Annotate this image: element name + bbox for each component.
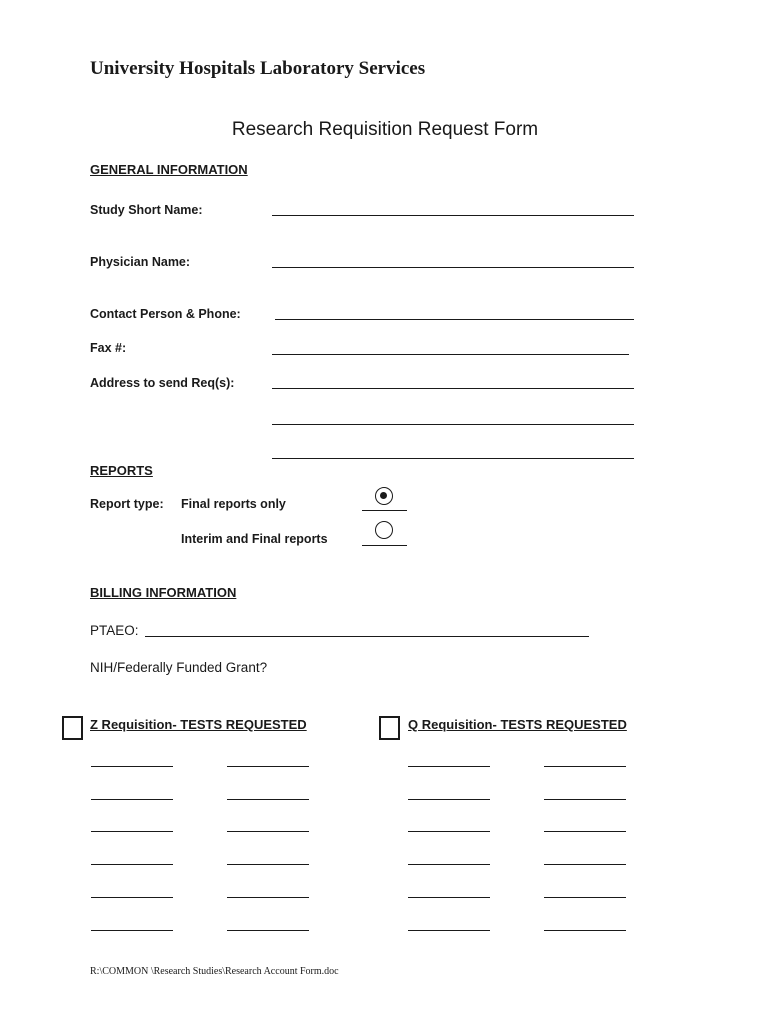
q-test-field[interactable] [544,864,626,865]
contact-person-label: Contact Person & Phone: [90,307,241,321]
z-requisition-heading: Z Requisition- TESTS REQUESTED [90,717,307,732]
final-reports-only-radio[interactable] [375,487,393,505]
address-field-line-1[interactable] [272,388,634,389]
organization-name: University Hospitals Laboratory Services [90,58,426,79]
q-test-field[interactable] [408,897,490,898]
z-test-field[interactable] [91,766,173,767]
report-type-label: Report type: [90,497,164,511]
physician-name-label: Physician Name: [90,255,191,269]
interim-and-final-reports-radio[interactable] [375,521,393,539]
z-test-field[interactable] [91,864,173,865]
q-test-field[interactable] [408,930,490,931]
q-test-field[interactable] [408,799,490,800]
study-short-name-label: Study Short Name: [90,203,203,217]
reports-heading: REPORTS [90,463,153,478]
general-information-heading: GENERAL INFORMATION [90,162,248,177]
contact-person-field[interactable] [275,319,634,320]
nih-grant-label: NIH/Federally Funded Grant? [90,660,268,675]
final-reports-only-label: Final reports only [181,497,286,511]
q-requisition-heading: Q Requisition- TESTS REQUESTED [408,717,627,732]
z-test-field[interactable] [227,799,309,800]
z-test-field[interactable] [91,930,173,931]
form-title: Research Requisition Request Form [231,119,539,140]
z-requisition-checkbox[interactable] [62,716,83,740]
ptaeo-label: PTAEO: [90,623,139,638]
q-test-field[interactable] [408,831,490,832]
ptaeo-field[interactable] [145,636,589,637]
document-path-footer: R:\COMMON \Research Studies\Research Account Form.doc [90,966,339,977]
z-test-field[interactable] [91,831,173,832]
z-test-field[interactable] [227,831,309,832]
q-requisition-checkbox[interactable] [379,716,400,740]
z-test-field[interactable] [91,799,173,800]
address-field-line-3[interactable] [272,458,634,459]
study-short-name-field[interactable] [272,215,634,216]
address-field-line-2[interactable] [272,424,634,425]
address-label: Address to send Req(s): [90,376,235,390]
interim-and-final-reports-label: Interim and Final reports [181,532,328,546]
billing-information-heading: BILLING INFORMATION [90,585,237,600]
z-test-field[interactable] [91,897,173,898]
z-test-field[interactable] [227,864,309,865]
final-reports-only-underline [362,510,407,511]
q-test-field[interactable] [408,864,490,865]
z-test-field[interactable] [227,897,309,898]
q-test-field[interactable] [544,930,626,931]
q-test-field[interactable] [544,831,626,832]
q-test-field[interactable] [544,799,626,800]
radio-selected-dot [380,492,387,499]
interim-and-final-reports-underline [362,545,407,546]
fax-label: Fax #: [90,341,127,355]
q-test-field[interactable] [544,766,626,767]
q-test-field[interactable] [544,897,626,898]
physician-name-field[interactable] [272,267,634,268]
fax-field[interactable] [272,354,629,355]
q-test-field[interactable] [408,766,490,767]
z-test-field[interactable] [227,766,309,767]
z-test-field[interactable] [227,930,309,931]
